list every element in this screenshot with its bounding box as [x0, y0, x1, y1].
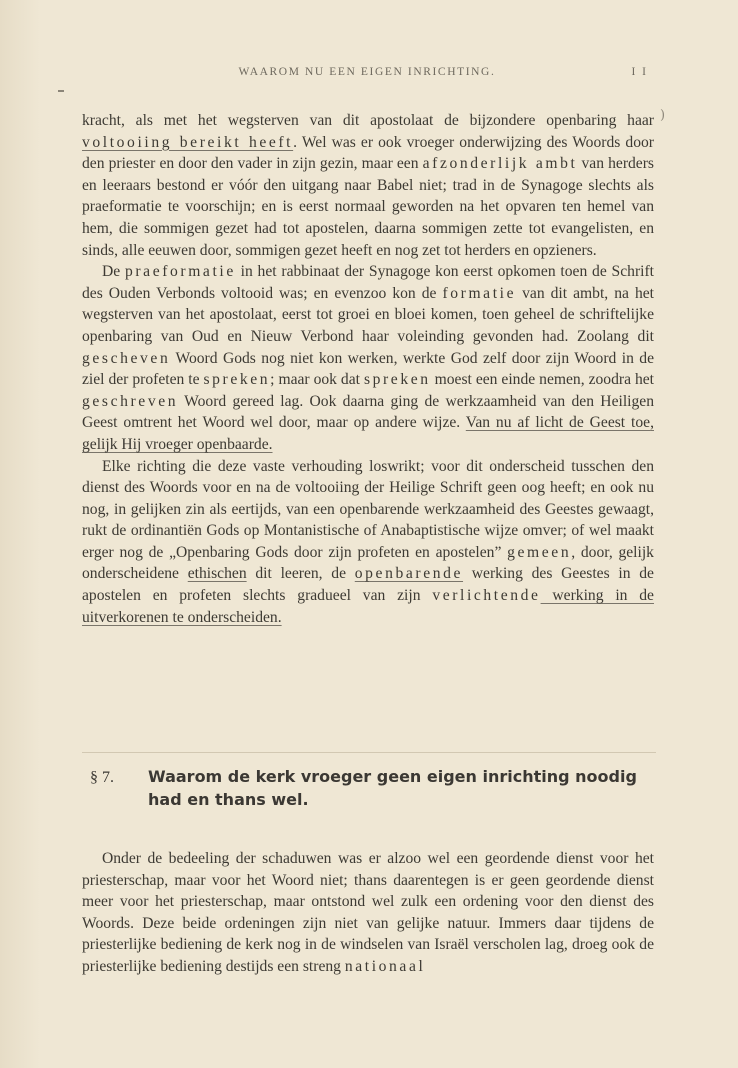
text-run: , door, gelijk onderscheidene [82, 543, 654, 583]
paragraph-2 [82, 261, 654, 455]
text-run: in het rabbinaat der Synagoge kon eerst opkomen toen de Schrift des Ouden Verbonds voltooid was; en evenzoo kon de [82, 263, 654, 302]
section-title-line-2: had en thans wel. [148, 790, 309, 809]
section-number: § 7. [90, 769, 114, 786]
page-header [82, 66, 652, 82]
section-body-text [82, 848, 654, 978]
text-run: Onder de bedeeling der schaduwen was er alzoo wel een geordende dienst voor het priesterschap, maar voor het Woord niet; thans daarentegen is er geen geordende dienst meer voor het priesterschap, maar ontstond wel zulk een ordening voor den dienst des Woords. Deze beide ordeningen zijn niet van gelijke natuur. Immers daar tijdens de priesterlijke bediening de kerk nog in de windselen van Israël verscholen lag, droeg ook de priesterlijke bediening destijds een streng [82, 850, 654, 975]
emphasis-openbarende: openbarende [354, 565, 464, 583]
emphasis-praeformatie: praeformatie [124, 263, 236, 281]
page-number: I I [631, 66, 648, 78]
emphasis-gescheven: gescheven [82, 349, 171, 367]
emphasis-verlichtende: verlichtende [432, 587, 541, 605]
section-paragraph-1 [82, 848, 654, 978]
underlined-ethischen: ethischen [187, 565, 247, 583]
section-divider [82, 752, 656, 753]
underlined-gelijk-hij: , gelijk Hij vroeger openbaarde. [82, 414, 654, 453]
underlined-uitverkorenen: werking in de uitverkorenen te onderscheiden. [82, 587, 654, 626]
text-run: ; maar ook dat [270, 371, 364, 389]
text-run: van herders en leeraars bestond er vóór den uitgang naar Babel niet; trad in de Synagoge slechts als praeformatie te voorschijn; en is eerst normaal geworden na het opvaren ten hemel van hem, die sommigen gezet had tot apostelen, daarna sommigen zette tot evangelisten, en sinds, alle eeuwen door, sommigen gezet heeft en nog zet tot herders en opzieners. [82, 155, 654, 259]
text-run: Woord gereed lag. Ook daarna ging de werkzaamheid van den Heiligen Geest omtrent het Woord wel door, maar op andere wijze. [82, 392, 654, 432]
underlined-van-nu-af: Van nu af licht de Geest toe [465, 414, 651, 432]
text-run: werking des Geestes in de apostelen en profeten slechts gradueel van zijn [82, 565, 654, 605]
section-heading [90, 766, 650, 811]
margin-tick [58, 90, 64, 92]
text-run: dit leeren, de [246, 565, 355, 583]
emphasis-gemeen: gemeen [507, 543, 572, 561]
margin-mark: ) [660, 108, 666, 123]
text-run: Woord Gods nog niet kon werken, werkte God zelf door zijn Woord in de ziel der profeten te [82, 349, 654, 389]
emphasis-spreken: spreken [363, 371, 431, 389]
text-run: . Wel was er ook vroeger onderwijzing des Woords door den priester en door den vader in zijn gezin, maar een [82, 133, 654, 173]
text-run: De [102, 263, 125, 281]
text-run: moest een einde nemen, zoodra het [430, 371, 654, 389]
emphasis-nationaal: nationaal [344, 957, 426, 975]
running-head: WAAROM NU EEN EIGEN INRICHTING. [238, 66, 496, 78]
text-run: van dit ambt, na het wegsterven van het apostolaat, eerst tot groei en bloei komen, toen geheel de schriftelijke openbaring van Oud en Nieuw Verbond haar voleinding gevonden had. Zoolang dit [82, 284, 654, 345]
paragraph-1 [82, 110, 654, 261]
text-run: Elke richting die deze vaste verhouding loswrikt; voor dit onderscheid tusschen den dienst des Woords voor en na de voltooiing der Heilige Schrift geen oog heeft; en ook nu nog, in gelijken zin als eertijds, van een openbarende werkzaamheid des Geestes gewaagt, rukt de ordinantiën Gods op Montanistische of Anabaptistische wijze omver; of wel maakt erger nog de „Openbaring Gods door zijn profeten en apostelen” [82, 457, 654, 561]
emphasis-afzonderlijk-ambt: afzonderlijk ambt [422, 155, 578, 173]
emphasis-voltooiing: voltooiing bereikt heeft [82, 133, 294, 151]
emphasis-geschreven: geschreven [82, 392, 179, 410]
emphasis-formatie: formatie [442, 284, 517, 302]
paragraph-3 [82, 456, 654, 629]
text-run: kracht, als met het wegsterven van dit apostolaat de bijzondere openbaring haar [82, 112, 654, 129]
section-title-line-1: Waarom de kerk vroeger geen eigen inrichting noodig [148, 767, 637, 786]
emphasis-spreken: spreken [203, 371, 271, 389]
page-edge-shadow [0, 0, 40, 1068]
body-text [82, 110, 654, 628]
